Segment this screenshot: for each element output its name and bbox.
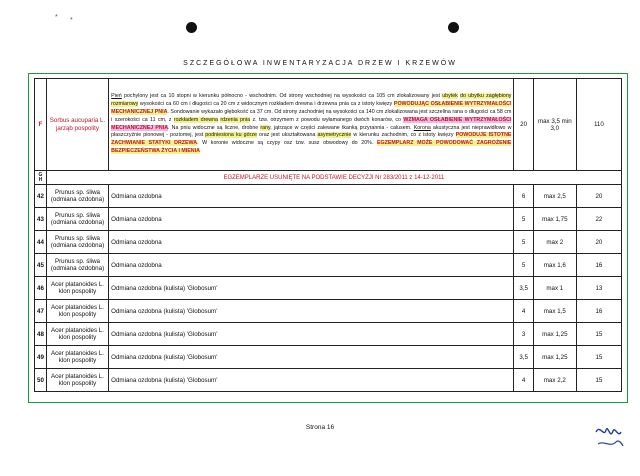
punch-hole-left — [186, 22, 197, 33]
handwritten-signature — [592, 418, 626, 454]
row-lp: 43 — [35, 208, 47, 231]
col-b-value: max 1,5 — [533, 300, 576, 323]
row-lp: 48 — [35, 323, 47, 346]
col-c-value: 20 — [576, 231, 621, 254]
col-c-value: 16 — [576, 300, 621, 323]
species-name: Prunus sp. śliwa (odmiana ozdobna) — [46, 185, 108, 208]
col-a-value: 20 — [514, 79, 533, 171]
species-name: Prunus sp. śliwa (odmiana ozdobna) — [46, 254, 108, 277]
table-row — [35, 323, 622, 346]
table-row — [35, 369, 622, 392]
col-a-value: 5 — [514, 231, 533, 254]
col-c-value: 20 — [576, 185, 621, 208]
col-c-value: 15 — [576, 346, 621, 369]
col-c-value: 22 — [576, 208, 621, 231]
desc-head: Pień — [111, 92, 122, 99]
col-b-value: max 1,75 — [533, 208, 576, 231]
row-lp: F — [35, 79, 47, 171]
col-c-value: 15 — [576, 369, 621, 392]
scan-mark-left: * — [55, 14, 58, 21]
section-lp: G H — [35, 171, 47, 185]
table-row — [35, 208, 622, 231]
tree-condition-description: Pień pochylony jest ca 10 stopni w kierunku północno - wschodnim. Od strony wschodniej na wysokości ca 105 cm zlokalizowany jest ubytek do ubytku zagłębiony rozmiarowy wysokości ca 60 cm i długości ca 20 cm z widocznym rozkładem drewna i drzewna pnia ca z istoty kwięzy POWODUJĄC OSŁABIENIE WYTRZYMAŁOŚCI MECHANICZNEJ PNIA. Sondowanie wykazało głębokość ca 37 cm. Od strony zachodniej na wysokości ca 140 cm zlokalizowana jest szczelina rana o długości ca 58 cm i szerokości ca 11 cm, z rozkładem drewna rdzenia pnia z. tzw. otrzymem z powodu wyłamanego dwóch konarów, co WZMAGA OSŁABIENIE WYTRZYMAŁOŚCI MECHANICZNEJ PNIA. Na pniu widoczne są liczne, drobne rany, jątrzące w części zalewane tkanką przyrannia - calusem. Korona akustyczna jest nieprawidłowo w płaszczyźnie pionowej - poziomej, jest podniesiona ku górze oraz jest ukształtowana asymetrycznie w kierunku zachodnim, co z istoty kwięzy POWODUJE ISTOTNE ZACHWIANIE STATYKI DRZEWA. W koronie widoczne są czypy osz tzw. susz obwodowy do 20%. EGZEMPLARZ MOŻE POWODOWAĆ ZAGROŻENIE BEZPIECZEŃSTWA ŻYCIA I MIENIA — [109, 79, 514, 171]
row-lp: 44 — [35, 231, 47, 254]
row-description: Odmiana ozdobna — [109, 231, 514, 254]
col-c-value: 15 — [576, 323, 621, 346]
row-lp: 42 — [35, 185, 47, 208]
species-name: Prunus sp. śliwa (odmiana ozdobna) — [46, 231, 108, 254]
col-b-value: max 2,2 — [533, 369, 576, 392]
punch-hole-right — [448, 22, 459, 33]
col-a-value: 5 — [514, 208, 533, 231]
row-lp: 47 — [35, 300, 47, 323]
table-row — [35, 185, 622, 208]
col-c-value: 110 — [576, 79, 621, 171]
row-description: Odmiana ozdobna (kulista) 'Globosum' — [109, 300, 514, 323]
col-a-value: 3,5 — [514, 346, 533, 369]
col-a-value: 6 — [514, 185, 533, 208]
table-row-featured — [35, 79, 622, 171]
col-b-value: max 1,25 — [533, 346, 576, 369]
scan-mark-right: * — [70, 17, 73, 24]
col-b-value: max 1 — [533, 277, 576, 300]
table-row — [35, 277, 622, 300]
col-b-value: max 2 — [533, 231, 576, 254]
col-a-value: 4 — [514, 300, 533, 323]
row-description: Odmiana ozdobna (kulista) 'Globosum' — [109, 277, 514, 300]
col-b-value: max 2,5 — [533, 185, 576, 208]
col-b-value: max 1,6 — [533, 254, 576, 277]
species-name: Acer platanoides L. klon pospolity — [46, 369, 108, 392]
col-c-value: 16 — [576, 254, 621, 277]
row-description: Odmiana ozdobna (kulista) 'Globosum' — [109, 369, 514, 392]
inventory-table — [34, 78, 622, 392]
table-row — [35, 231, 622, 254]
col-a-value: 3,5 — [514, 277, 533, 300]
col-a-value: 4 — [514, 369, 533, 392]
col-a-value: 3 — [514, 323, 533, 346]
table-row-section — [35, 171, 622, 185]
page-number: Strona 16 — [305, 424, 335, 431]
row-lp: 50 — [35, 369, 47, 392]
col-b-value: max 3,5 min 3,0 — [533, 79, 576, 171]
page-title: SZCZEGÓŁOWA INWENTARYZACJA DRZEW I KRZEWÓW — [183, 60, 457, 67]
row-description: Odmiana ozdobna (kulista) 'Globosum' — [109, 323, 514, 346]
row-lp: 46 — [35, 277, 47, 300]
species-name: Acer platanoides L. klon pospolity — [46, 277, 108, 300]
species-name: Sorbus aucuparia L. jarząb pospolity — [46, 79, 108, 171]
row-description: Odmiana ozdobna — [109, 254, 514, 277]
col-b-value: max 1,25 — [533, 323, 576, 346]
row-lp: 45 — [35, 254, 47, 277]
table-row — [35, 254, 622, 277]
removal-decision-banner: EGZEMPLARZE USUNIĘTE NA PODSTAWIE DECYZJI Nr 283/2011 z 14-12-2011 — [46, 171, 621, 185]
row-description: Odmiana ozdobna — [109, 208, 514, 231]
species-name: Acer platanoides L. klon pospolity — [46, 300, 108, 323]
row-lp: 49 — [35, 346, 47, 369]
row-description: Odmiana ozdobna (kulista) 'Globosum' — [109, 346, 514, 369]
col-c-value: 13 — [576, 277, 621, 300]
species-name: Acer platanoides L. klon pospolity — [46, 323, 108, 346]
row-description: Odmiana ozdobna — [109, 185, 514, 208]
table-row — [35, 300, 622, 323]
species-name: Prunus sp. śliwa (odmiana ozdobna) — [46, 208, 108, 231]
species-name: Acer platanoides L. klon pospolity — [46, 346, 108, 369]
table-row — [35, 346, 622, 369]
col-a-value: 5 — [514, 254, 533, 277]
